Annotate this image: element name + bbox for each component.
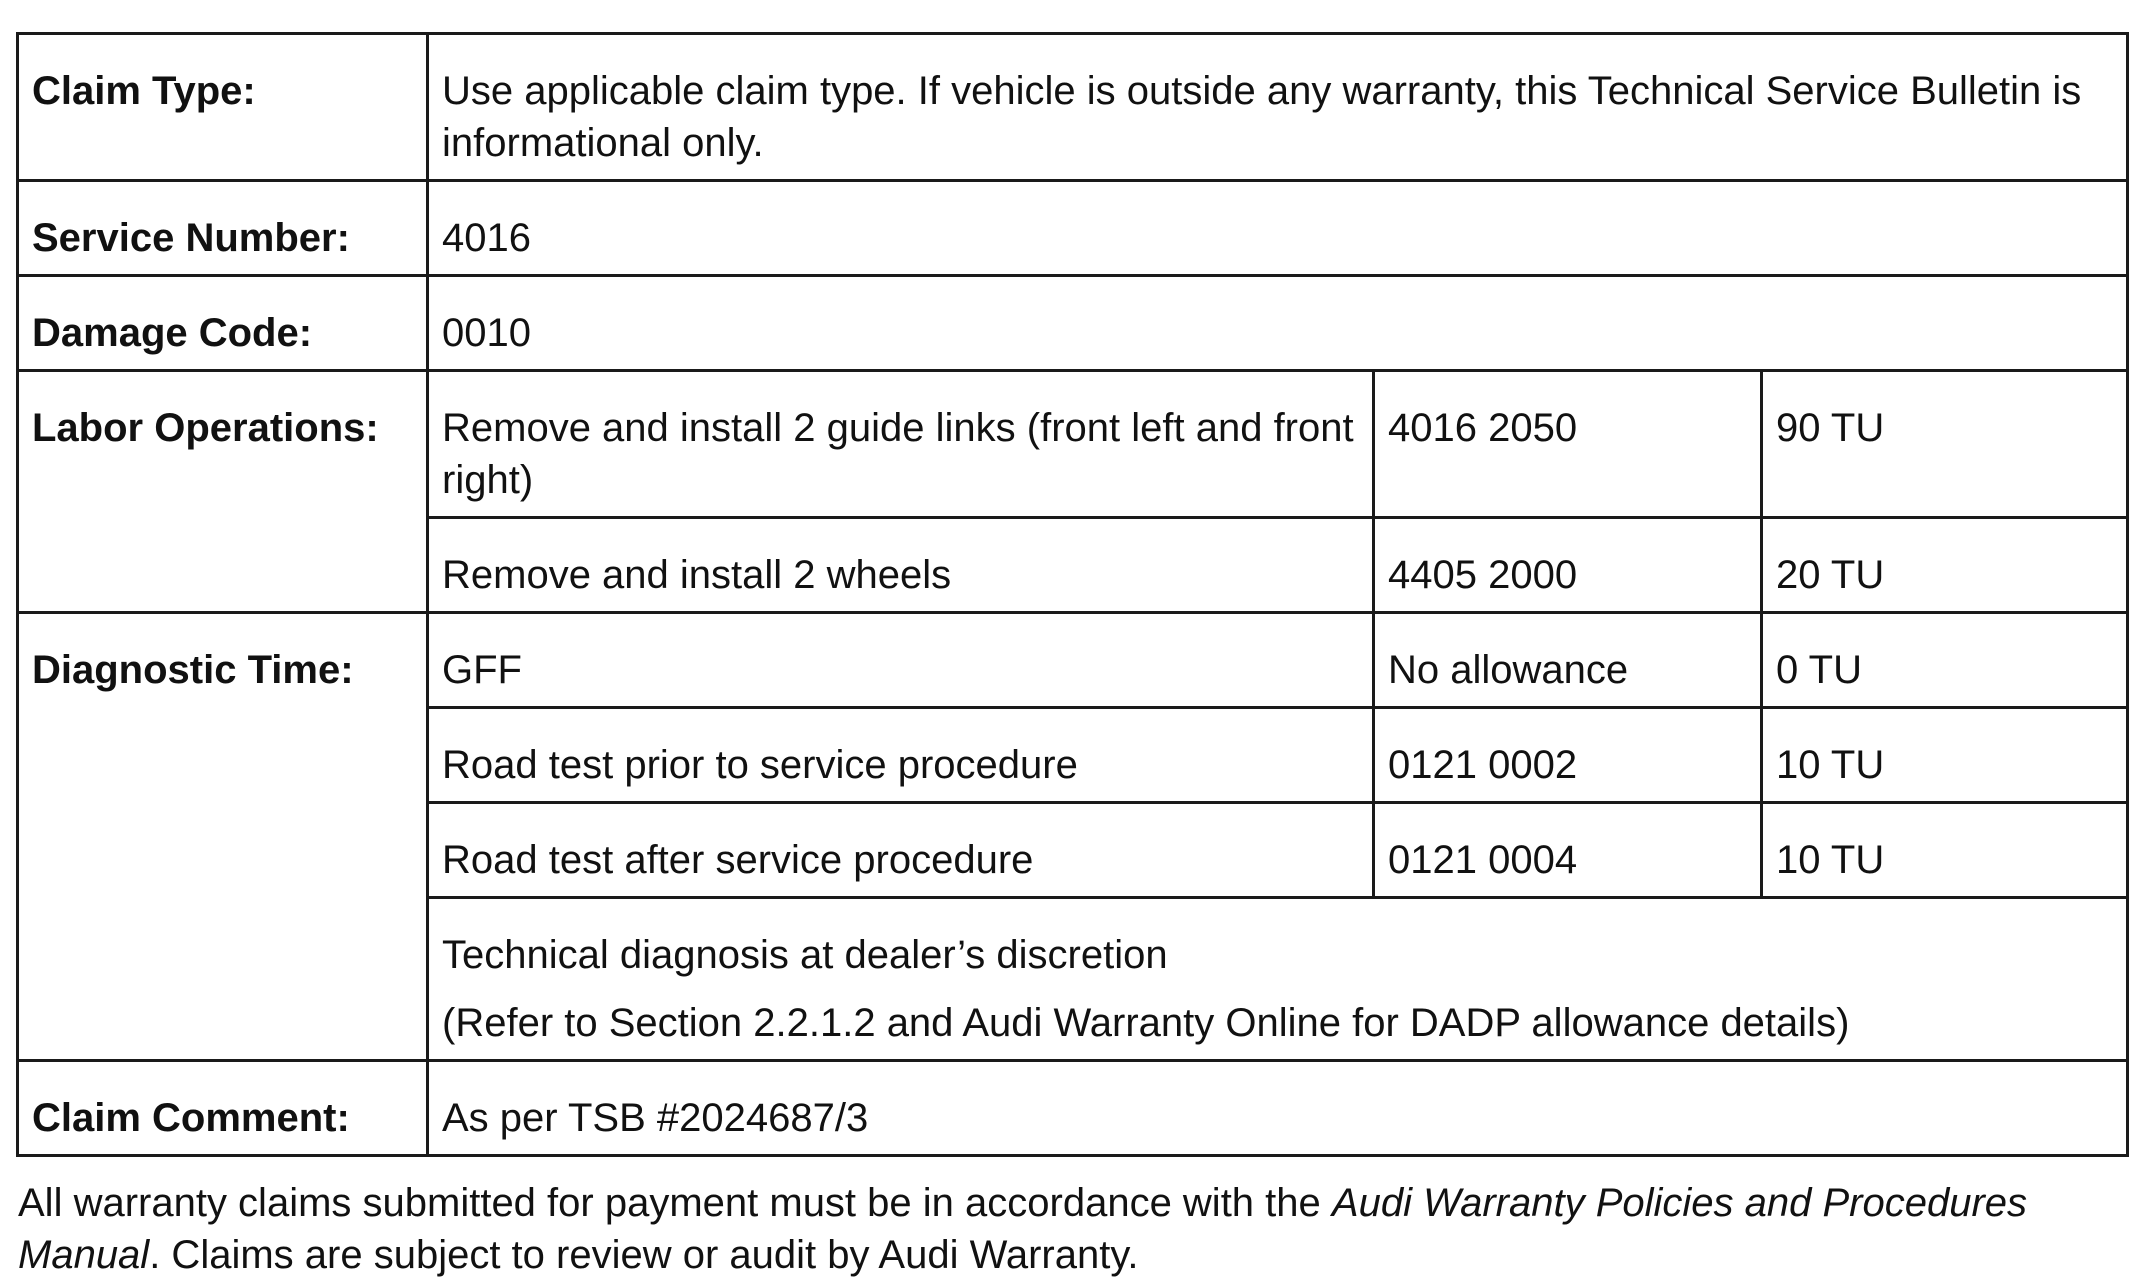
- diagnostic-time: 10 TU: [1762, 803, 2128, 898]
- diagnostic-time: 0 TU: [1762, 613, 2128, 708]
- labor-operation-code: 4016 2050: [1374, 371, 1762, 518]
- diagnostic-code: 0121 0002: [1374, 708, 1762, 803]
- diagnostic-description: GFF: [428, 613, 1374, 708]
- diagnostic-time-label: Diagnostic Time:: [18, 613, 428, 1061]
- diagnostic-description: Road test after service procedure: [428, 803, 1374, 898]
- diagnostic-code: No allowance: [1374, 613, 1762, 708]
- diagnostic-row: [18, 613, 2128, 708]
- diagnostic-description: Road test prior to service procedure: [428, 708, 1374, 803]
- claim-comment-label: Claim Comment:: [18, 1061, 428, 1156]
- warranty-document: [16, 32, 2126, 1281]
- diagnostic-note: [428, 898, 2128, 1061]
- service-number-value: 4016: [428, 181, 2128, 276]
- labor-operation-time: 20 TU: [1762, 518, 2128, 613]
- diagnostic-note-line-2: (Refer to Section 2.2.1.2 and Audi Warranty Online for DADP allowance details): [442, 1001, 1850, 1045]
- claim-comment-value: As per TSB #2024687/3: [428, 1061, 2128, 1156]
- damage-code-row: [18, 276, 2128, 371]
- claim-type-row: [18, 34, 2128, 181]
- footer-prefix: All warranty claims submitted for payment must be in accordance with the: [18, 1181, 1332, 1225]
- labor-operation-time: 90 TU: [1762, 371, 2128, 518]
- diagnostic-code: 0121 0004: [1374, 803, 1762, 898]
- claim-type-value: Use applicable claim type. If vehicle is outside any warranty, this Technical Service Bulletin is informational only.: [428, 34, 2128, 181]
- claim-comment-row: [18, 1061, 2128, 1156]
- damage-code-value: 0010: [428, 276, 2128, 371]
- diagnostic-note-line-1: Technical diagnosis at dealer’s discretion: [442, 933, 1168, 977]
- diagnostic-time: 10 TU: [1762, 708, 2128, 803]
- labor-operations-label: Labor Operations:: [18, 371, 428, 613]
- labor-operation-row: [18, 371, 2128, 518]
- warranty-footer-note: [18, 1177, 2128, 1281]
- claim-type-label: Claim Type:: [18, 34, 428, 181]
- warranty-claim-table: [16, 32, 2129, 1157]
- service-number-label: Service Number:: [18, 181, 428, 276]
- manual-title: Audi Warranty Policies and Procedures Manual: [18, 1181, 2028, 1277]
- footer-suffix: . Claims are subject to review or audit by Audi Warranty.: [149, 1233, 1139, 1277]
- labor-operation-code: 4405 2000: [1374, 518, 1762, 613]
- service-number-row: [18, 181, 2128, 276]
- labor-operation-description: Remove and install 2 guide links (front left and front right): [428, 371, 1374, 518]
- damage-code-label: Damage Code:: [18, 276, 428, 371]
- labor-operation-description: Remove and install 2 wheels: [428, 518, 1374, 613]
